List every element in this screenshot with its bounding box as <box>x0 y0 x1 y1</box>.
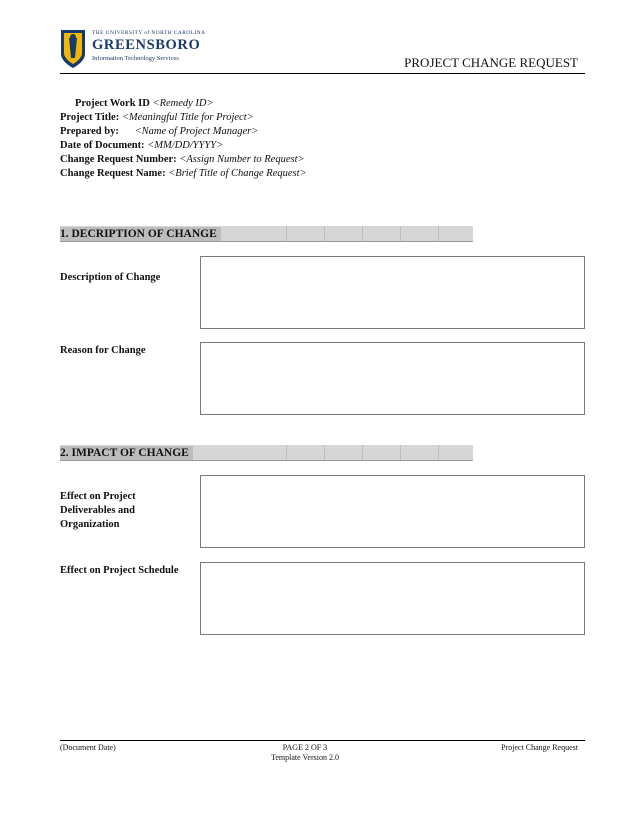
change-request-name-value[interactable]: <Brief Title of Change Request> <box>168 168 307 179</box>
effect-on-schedule-field[interactable] <box>200 562 585 635</box>
project-title-label: Project Title: <box>60 112 120 123</box>
work-id-value[interactable]: <Remedy ID> <box>152 98 214 109</box>
logo-subtitle: Information Technology Services <box>92 55 179 62</box>
change-request-name-label: Change Request Name: <box>60 168 166 179</box>
description-of-change-field[interactable] <box>200 256 585 329</box>
logo-top-line: THE UNIVERSITY of NORTH CAROLINA <box>92 30 206 36</box>
document-metadata <box>60 97 307 181</box>
work-id-label: Project Work ID <box>75 98 150 109</box>
document-date-label: Date of Document: <box>60 140 145 151</box>
description-of-change-label: Description of Change <box>60 272 161 283</box>
logo-wordmark: GREENSBORO <box>92 37 201 53</box>
footer-document-date: (Document Date) <box>60 743 116 752</box>
change-request-number-value[interactable]: <Assign Number to Request> <box>179 154 305 165</box>
reason-for-change-field[interactable] <box>200 342 585 415</box>
work-id-line <box>60 97 307 111</box>
section-title: 1. DECRIPTION OF CHANGE <box>60 227 221 241</box>
section-header-description <box>60 226 473 242</box>
document-date-value[interactable]: <MM/DD/YYYY> <box>147 140 224 151</box>
reason-for-change-label: Reason for Change <box>60 345 146 356</box>
prepared-by-label: Prepared by: <box>60 126 119 137</box>
shield-icon <box>60 28 86 70</box>
footer-template-version: Template Version 2.0 <box>271 753 339 762</box>
project-title-value[interactable]: <Meaningful Title for Project> <box>121 112 254 123</box>
project-title-line <box>60 111 307 125</box>
footer-page-info <box>230 743 380 763</box>
document-date-line <box>60 139 307 153</box>
section-header-impact <box>60 445 473 461</box>
uncg-logo <box>60 28 210 72</box>
prepared-by-value[interactable]: <Name of Project Manager> <box>134 126 259 137</box>
effect-on-schedule-label: Effect on Project Schedule <box>60 565 179 576</box>
effect-on-deliverables-label: Effect on Project Deliverables and Organization <box>60 491 136 530</box>
prepared-by-line <box>60 125 307 139</box>
footer-divider <box>60 740 585 741</box>
section-title: 2. IMPACT OF CHANGE <box>60 446 193 460</box>
document-title: PROJECT CHANGE REQUEST <box>404 55 578 70</box>
footer-page-number: PAGE 2 OF 3 <box>282 743 328 752</box>
change-request-name-line <box>60 167 307 181</box>
change-request-number-label: Change Request Number: <box>60 154 177 165</box>
change-request-number-line <box>60 153 307 167</box>
header-divider <box>60 73 585 74</box>
effect-on-deliverables-field[interactable] <box>200 475 585 548</box>
footer-document-name: Project Change Request <box>501 743 578 752</box>
